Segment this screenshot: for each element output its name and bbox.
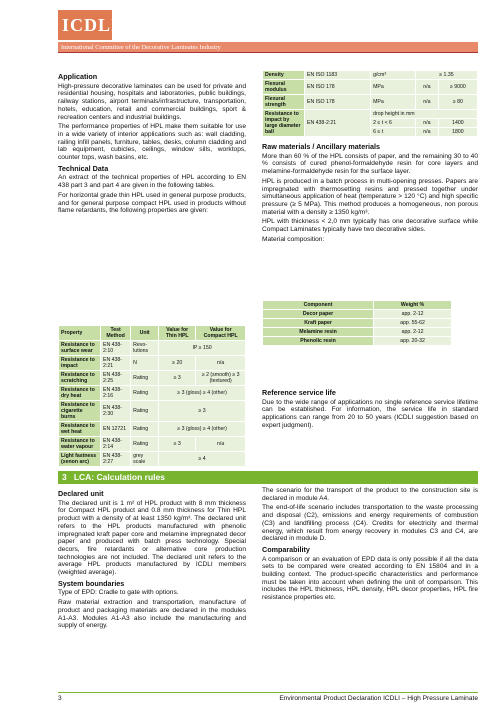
system-boundaries-heading: System boundaries xyxy=(58,578,125,588)
application-paragraph-1: High-pressure decorative laminates can be used for private and residential housing, hospitals and laboratories, public buildings, railway stations, airport terminals/infrastructure, transportation, hotels, education, retail and commercial buildings, sport & recreation centers and industrial buildings. xyxy=(58,82,246,121)
raw-paragraph-1: More than 60 % of the HPL consists of paper, and the remaining 30 to 40 % consists of cured phenol-formaldehyde resin for core layers and melamine-formaldehyde resin for the surface layer. xyxy=(262,152,478,176)
declared-unit-heading: Declared unit xyxy=(58,489,104,498)
value-cell: ≥ 3 xyxy=(159,401,246,422)
table-row xyxy=(263,328,452,337)
reference-service-life xyxy=(262,386,478,432)
unit-cell: Rating xyxy=(131,401,159,422)
lca-right-column xyxy=(262,487,478,604)
composition-label: Material composition: xyxy=(262,235,325,243)
unit-cell: Rating xyxy=(131,422,159,437)
icdli-logo xyxy=(58,10,120,40)
unit-cell: N xyxy=(131,356,159,371)
method-cell: EN 438-2:10 xyxy=(101,341,131,356)
weight-cell: app. 20-32 xyxy=(374,337,452,346)
prop-cell: Flexural modulus xyxy=(263,80,305,95)
unit-cell: Rating xyxy=(131,437,159,452)
value-cell: ≥ 9000 xyxy=(438,80,477,95)
value-cell: n/a xyxy=(415,128,438,137)
section-title xyxy=(58,471,478,484)
application-heading: Application xyxy=(58,72,98,81)
value-cell: 1400 xyxy=(438,119,477,128)
prop-cell: Resistance to wet heat xyxy=(59,422,101,437)
prop-cell: Resistance to impact xyxy=(59,356,101,371)
table-row xyxy=(263,80,478,95)
table-row xyxy=(59,437,246,452)
technical-paragraph-2: For horizontal grade thin HPL used in general purpose products, and for general purpose compact HPL used in products without flame retardants, the following properties are given: xyxy=(58,191,246,215)
header-test-method: Test Method xyxy=(101,326,131,341)
raw-materials-heading: Raw materials / Ancillary materials xyxy=(262,142,380,151)
value-cell: n/a xyxy=(415,95,438,110)
table-row xyxy=(59,341,246,356)
prop-cell: Resistance to cigarette burns xyxy=(59,401,101,422)
method-cell: EN 438-2:14 xyxy=(101,437,131,452)
table-row xyxy=(59,401,246,422)
ref-heading: Reference service life xyxy=(262,388,336,397)
declared-unit-paragraph: The declared unit is 1 m² of HPL product with 8 mm thickness for Compact HPL product and 0.8 mm thickness for Thin HPL product with a density of at least 1350 kg/m³. The declared unit refers to the HPL products manufactured with phenolic impregnated kraft paper core and melamine impregnated decor paper and produced with batch press technology. Special decors, fire retardants or alternative core production technologies are not included. The declared unit refers to the average HPL products manufactured by ICDLI members (weighted average). xyxy=(58,499,246,577)
table-row xyxy=(59,386,246,401)
prop-cell: Resistance to scratching xyxy=(59,371,101,386)
weight-cell: app. 2-12 xyxy=(374,310,452,319)
value-cell: n/a xyxy=(415,119,438,128)
value-cell: 1800 xyxy=(438,128,477,137)
value-cell: ≥ 3 xyxy=(159,437,196,452)
table-row xyxy=(263,319,452,328)
method-cell: EN 438-2:30 xyxy=(101,401,131,422)
lca-left-column xyxy=(58,487,246,632)
table-row xyxy=(263,337,452,346)
component-cell: Phenolic resin xyxy=(263,337,374,346)
method-cell: EN 438-2:21 xyxy=(305,110,371,137)
system-paragraph-2: Raw material extraction and transportation, manufacture of product and packaging materials are declared in the modules A1-A3. Modules A1-A3 also include the manufacturing and supply of energy. xyxy=(58,599,246,630)
component-cell: Melamine resin xyxy=(263,328,374,337)
material-header-row xyxy=(263,301,452,310)
value-cell: ≥ 3 xyxy=(159,371,196,386)
value-cell: ≥ 80 xyxy=(438,95,477,110)
section-title-text: LCA: Calculation rules xyxy=(73,472,165,482)
header-property: Property xyxy=(59,326,101,341)
table-row xyxy=(263,95,478,110)
table-row xyxy=(59,422,246,437)
technical-heading: Technical Data xyxy=(58,163,109,173)
method-cell: EN ISO 178 xyxy=(305,95,371,110)
method-cell: EN 438-2:21 xyxy=(101,356,131,371)
material-table xyxy=(262,300,452,346)
comparability-heading: Comparability xyxy=(262,544,310,554)
header-compact-hpl: Value for Compact HPL xyxy=(196,326,246,341)
component-cell: Decor paper xyxy=(263,310,374,319)
ref-paragraph: Due to the wide range of applications no single reference service lifetime can be established. For information, the service life in standard applications can range from 20 to 50 years (ICDLI suggestion based on expert judgment). xyxy=(262,398,478,429)
unit-cell: grey scale xyxy=(131,452,159,467)
table-row xyxy=(59,356,246,371)
value-cell: IP ≥ 150 xyxy=(159,341,246,356)
comparability-paragraph: A comparison or an evaluation of EPD data is only possible if all the data sets to be compared were created according to EN 15804 and in a building context. The product-specific characteristics and performance must be taken into account when defining the unit of comparison. This includes the HPL thickness, HPL density, HPL decor properties, HPL fire resistance properties etc. xyxy=(262,555,478,602)
lca-paragraph-1: The scenario for the transport of the product to the construction site is declared in module A4. xyxy=(262,487,478,502)
value-cell: ≥ 1.35 xyxy=(415,71,477,80)
right-column-top xyxy=(262,140,478,245)
unit-cell: Revo-lutions xyxy=(131,341,159,356)
method-cell: EN 438-2:16 xyxy=(101,386,131,401)
footer-title: Environmental Product Declaration ICDLI – High Pressure Laminate xyxy=(279,695,478,702)
unit-cell: Rating xyxy=(131,386,159,401)
org-name: International Committee of the Decorative Laminates Industry xyxy=(61,44,221,51)
drop-height-label: drop height in mm xyxy=(371,110,478,119)
unit-cell: Rating xyxy=(131,371,159,386)
method-cell: EN ISO 1183 xyxy=(305,71,371,80)
table-row xyxy=(59,371,246,386)
component-cell: Kraft paper xyxy=(263,319,374,328)
raw-paragraph-2: HPL is produced in a batch process in multi-opening presses. Papers are impregnated with thermosetting resins and pressed together under simultaneous application of heat (temperature > 120 °C) and high specific pressure (≥ 5 MPa). This method produces a homogeneous, non porous material with a density ≥ 1350 kg/m³. xyxy=(262,177,478,216)
weight-cell: app. 2-12 xyxy=(374,328,452,337)
method-cell: EN 12721 xyxy=(101,422,131,437)
value-cell: ≥ 2 (smooth) ≥ 3 (textured) xyxy=(196,371,246,386)
value-cell: ≥ 4 xyxy=(159,452,246,467)
header-component: Component xyxy=(263,301,374,310)
header-unit: Unit xyxy=(131,326,159,341)
lca-paragraph-2: The end-of-life scenario includes transportation to the waste processing and disposal (C2), emissions and energy requirements of combustion (C3) and landfilling process (C4). Credits for electricity and thermal energy, which result from energy recovery in modules C3 and C4, are declared in module D. xyxy=(262,504,478,543)
technical-paragraph-1: An extract of the technical properties of HPL according to EN 438 part 3 and part 4 are given in the following tables. xyxy=(58,174,246,190)
value-cell: ≥ 3 (gloss) ≥ 4 (other) xyxy=(159,422,246,437)
page-number: 3 xyxy=(58,695,62,702)
section-number: 3 xyxy=(62,472,67,482)
header-weight: Weight % xyxy=(374,301,452,310)
mechanical-table xyxy=(262,70,478,137)
left-column xyxy=(58,70,246,217)
value-cell: ≥ 3 (gloss) ≥ 4 (other) xyxy=(159,386,246,401)
system-paragraph-1: Type of EPD: Cradle to gate with options. xyxy=(58,589,179,597)
prop-cell: Light fastness (xenon arc) xyxy=(59,452,101,467)
value-cell: n/a xyxy=(196,437,246,452)
method-cell: EN ISO 178 xyxy=(305,80,371,95)
prop-cell: Resistance to surface wear xyxy=(59,341,101,356)
table-row xyxy=(263,310,452,319)
thickness-cell: 2 ≤ t < 6 xyxy=(371,119,416,128)
table-row xyxy=(263,110,478,119)
value-cell: n/a xyxy=(415,80,438,95)
prop-cell: Density xyxy=(263,71,305,80)
unit-cell: g/cm³ xyxy=(371,71,416,80)
weight-cell: app. 55-62 xyxy=(374,319,452,328)
org-banner xyxy=(58,42,478,53)
application-paragraph-2: The performance properties of HPL make them suitable for use in a wide variety of interior applications such as: wall cladding, railing infill panels, furniture, tables, desks, column cladding and lab equipment, cubicles, ceilings, window sills, worktops, counter tops, wash basins, etc. xyxy=(58,123,246,162)
table-row xyxy=(59,452,246,467)
method-cell: EN 438-2:27 xyxy=(101,452,131,467)
raw-paragraph-3: HPL with thickness < 2,0 mm typically has one decorative surface while Compact Laminates typically have two decorative sides. xyxy=(262,218,478,234)
table-row xyxy=(263,71,478,80)
unit-cell: MPa xyxy=(371,80,416,95)
thickness-cell: 6 ≤ t xyxy=(371,128,416,137)
unit-cell: MPa xyxy=(371,95,416,110)
prop-cell: Resistance to water vapour xyxy=(59,437,101,452)
properties-header-row xyxy=(59,326,246,341)
value-cell: ≥ 20 xyxy=(159,356,196,371)
method-cell: EN 438-2:25 xyxy=(101,371,131,386)
section-bar xyxy=(58,471,478,484)
header-thin-hpl: Value for Thin HPL xyxy=(159,326,196,341)
properties-table xyxy=(58,325,246,467)
logo-text: ICDLI xyxy=(62,15,120,35)
prop-cell: Resistance to dry heat xyxy=(59,386,101,401)
prop-cell: Flexural strength xyxy=(263,95,305,110)
footer xyxy=(58,692,478,702)
value-cell: n/a xyxy=(196,356,246,371)
prop-cell: Resistance to impact by large diameter ball xyxy=(263,110,305,137)
